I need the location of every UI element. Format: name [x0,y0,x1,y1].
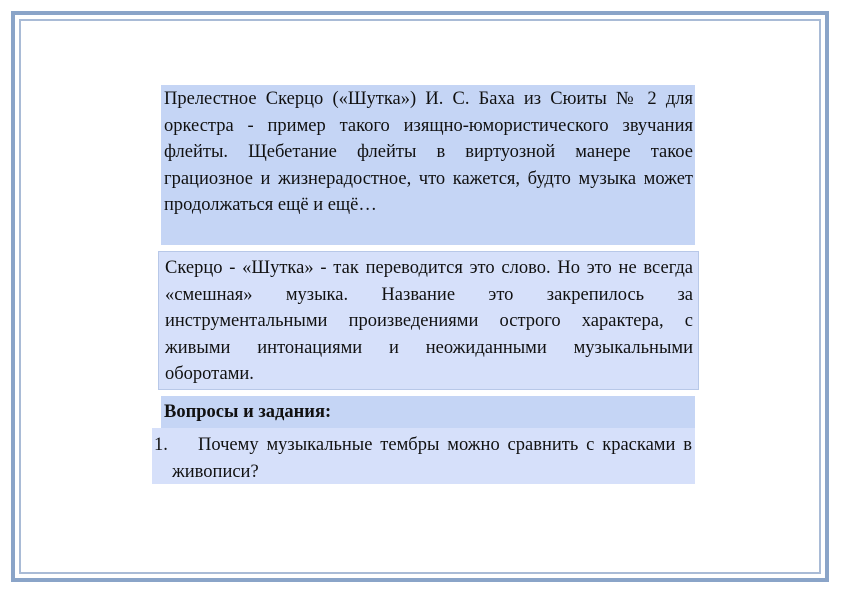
question-text: Почему музыкальные тембры можно сравнить с красками в живописи? [172,435,692,482]
question-item [152,428,695,484]
questions-heading [161,396,695,428]
intro-paragraph-text: Прелестное Скерцо («Шутка») И. С. Баха из Сюиты № 2 для оркестра - пример такого изящно-юмористического звучания флейты. Щебетание флейты в виртуозной манере такое грациозное и жизнерадостное, что кажется, будто музыка может продолжаться ещё и ещё… [164,89,693,215]
questions-heading-text: Вопросы и задания: [164,402,332,422]
definition-paragraph [158,251,699,390]
definition-paragraph-text: Скерцо - «Шутка» - так переводится это слово. Но это не всегда «смешная» музыка. Название это закрепилось за инструментальными произведениями острого характера, с живыми интонациями и неожиданными музыкальными оборотами. [165,258,693,384]
question-number: 1. [154,435,168,455]
intro-paragraph [161,85,695,245]
